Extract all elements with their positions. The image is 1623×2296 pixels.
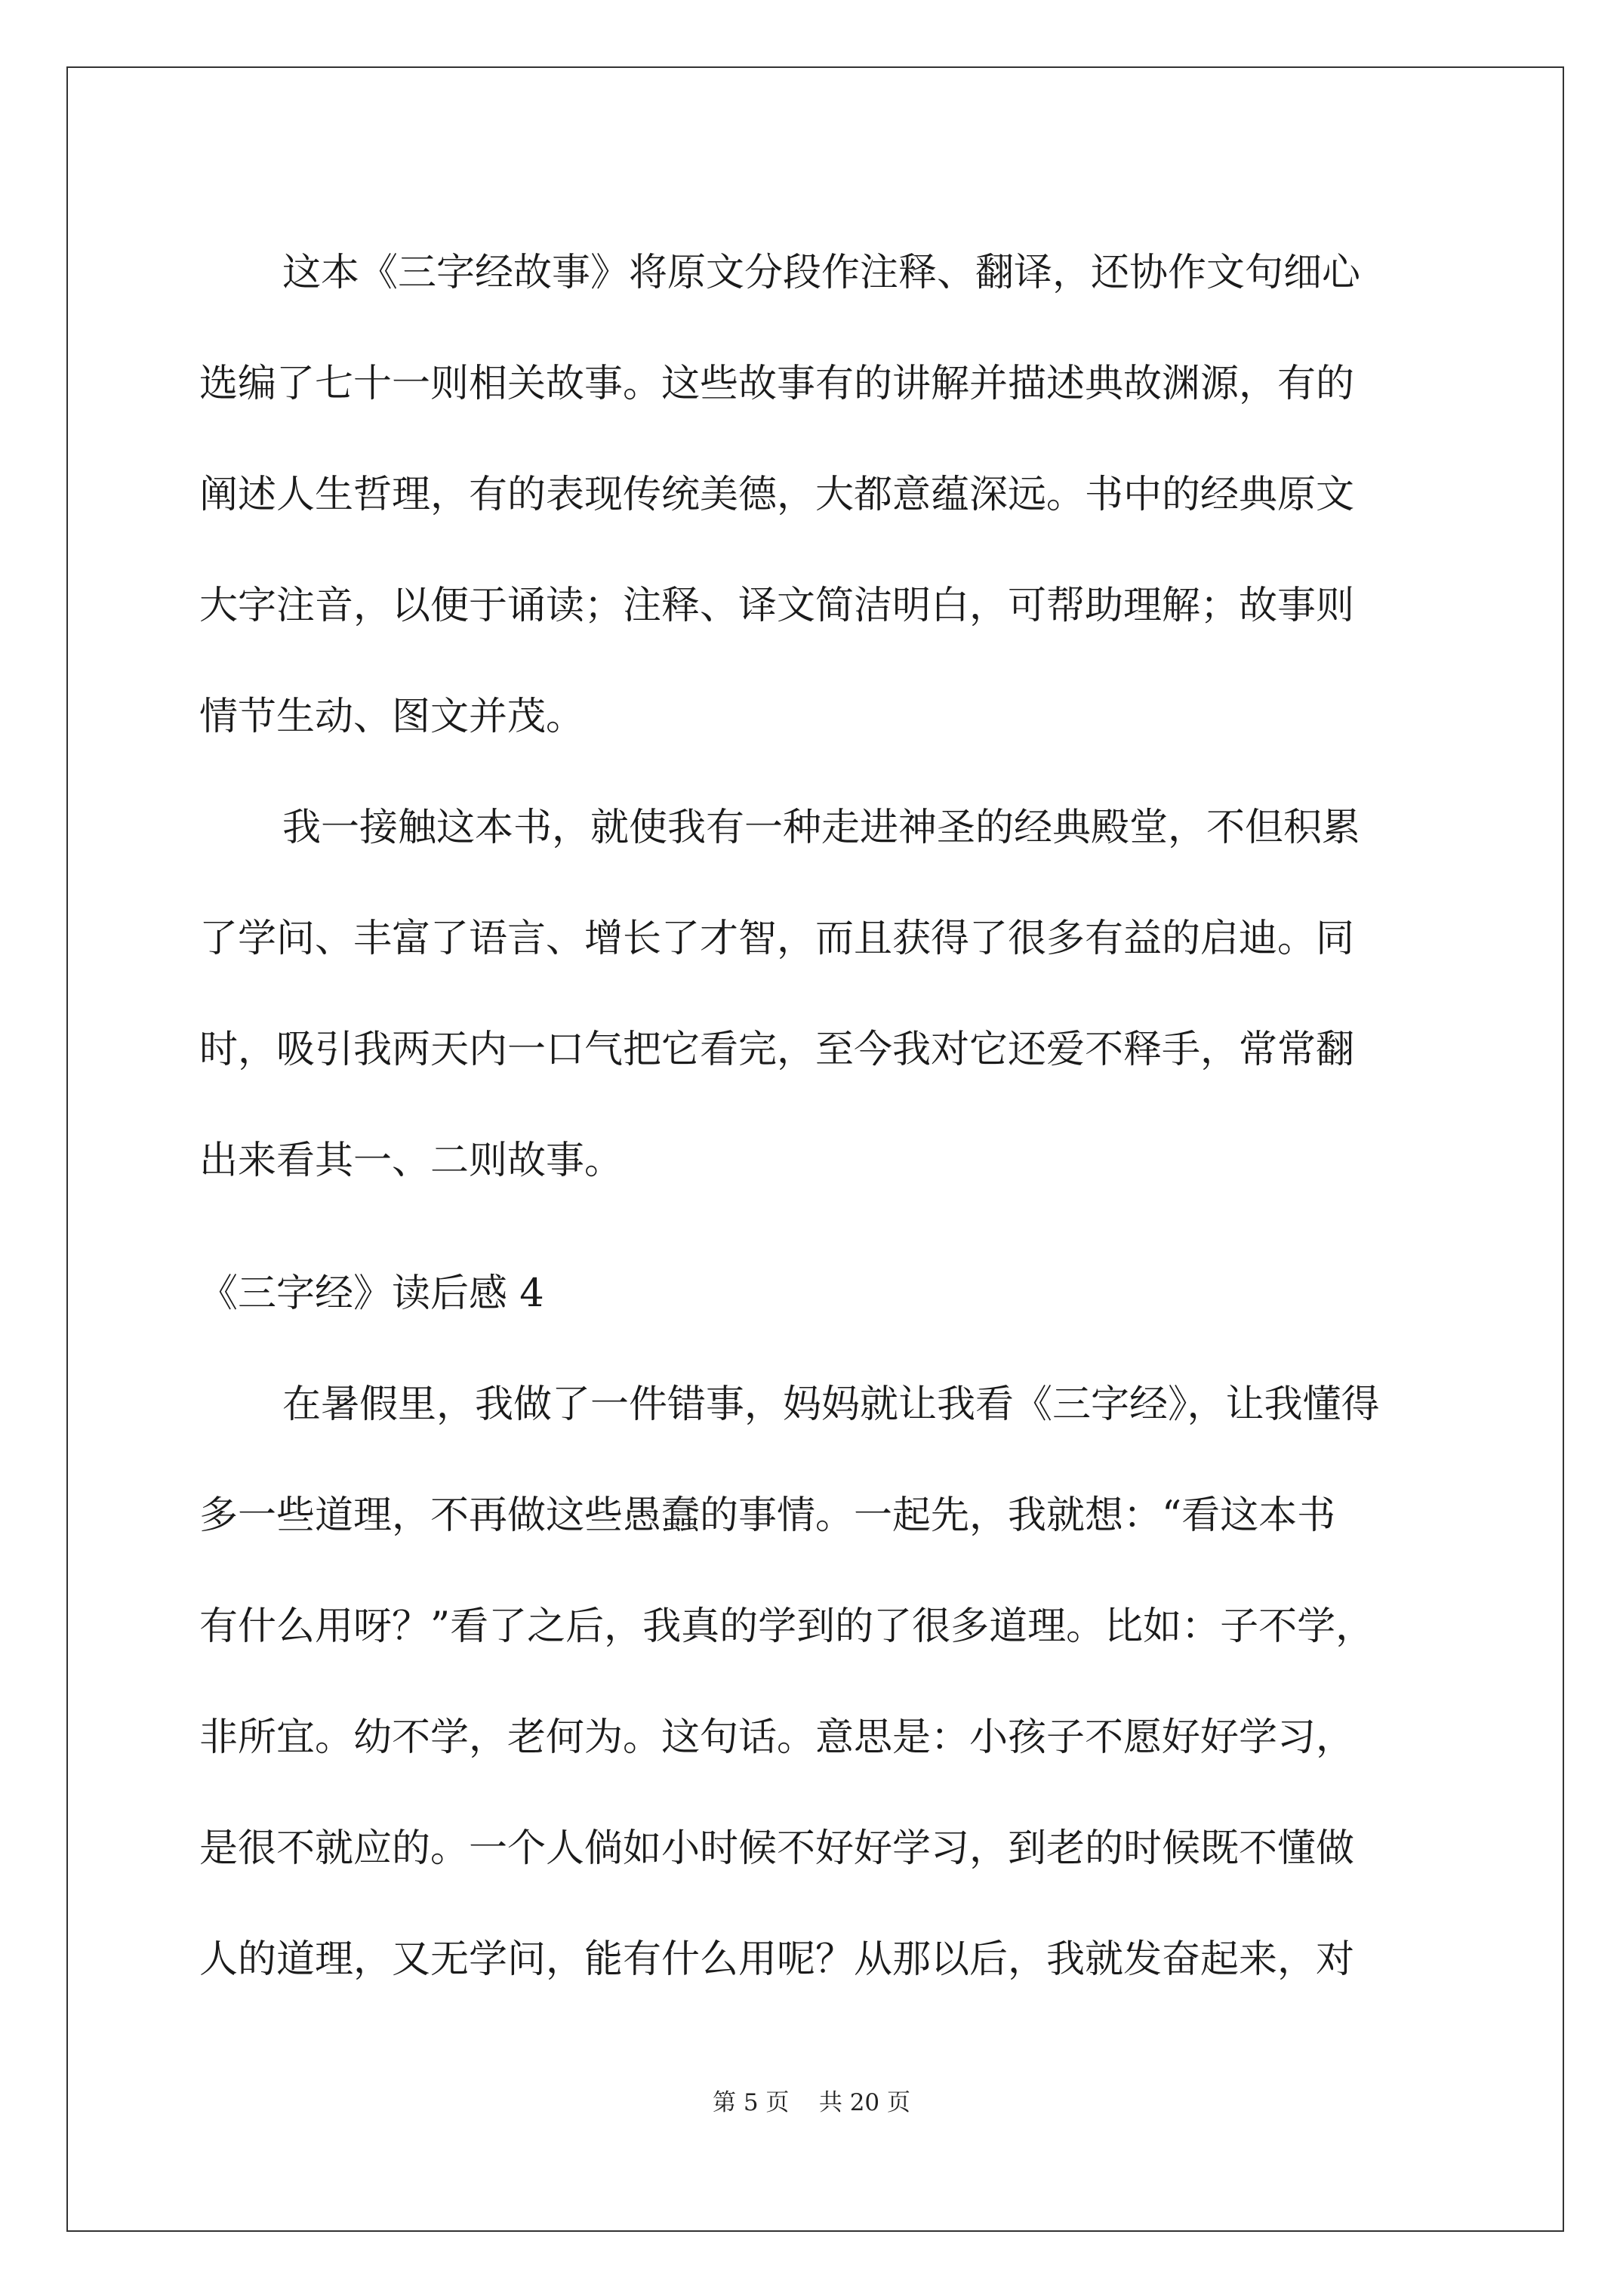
paragraph-line: 大字注音，以便于诵读；注释、译文简洁明白，可帮助理解；故事则	[199, 584, 1355, 628]
paragraph-line: 在暑假里，我做了一件错事，妈妈就让我看《三字经》，让我懂得	[282, 1382, 1380, 1427]
page-footer	[0, 2088, 1623, 2118]
paragraph-line: 了学问、丰富了语言、增长了才智，而且获得了很多有益的启迪。同	[199, 917, 1355, 961]
paragraph-line: 这本《三字经故事》将原文分段作注释、翻译，还协作文句细心	[282, 251, 1361, 295]
paragraph-line: 阐述人生哲理，有的表现传统美德，大都意蕴深远。书中的经典原文	[199, 473, 1355, 517]
paragraph-3	[199, 1349, 1422, 2015]
paragraph-line: 我一接触这本书，就使我有一种走进神圣的经典殿堂，不但积累	[282, 806, 1361, 850]
paragraph-line: 选编了七十一则相关故事。这些故事有的讲解并描述典故渊源，有的	[199, 362, 1355, 406]
paragraph-line: 时，吸引我两天内一口气把它看完，至今我对它还爱不释手，常常翻	[199, 1028, 1355, 1072]
paragraph-line: 出来看其一、二则故事。	[199, 1139, 624, 1183]
paragraph-1	[199, 217, 1422, 772]
paragraph-2	[199, 772, 1422, 1216]
page-number: 第 5 页	[712, 2089, 790, 2116]
paragraph-line: 有什么用呀？”看了之后，我真的学到的了很多道理。比如：子不学，	[199, 1604, 1375, 1649]
section-title: 《三字经》读后感 4	[199, 1271, 544, 1316]
footer-gap	[789, 2089, 818, 2116]
paragraph-line: 多一些道理，不再做这些愚蠢的事情。一起先，我就想：“看这本书	[199, 1493, 1336, 1538]
paragraph-line: 人的道理，又无学问，能有什么用呢？从那以后，我就发奋起来，对	[199, 1937, 1355, 1982]
paragraph-line: 情节生动、图文并茂。	[199, 695, 585, 739]
section-spacer	[199, 1216, 1422, 1238]
page-total: 共 20 页	[818, 2089, 910, 2116]
document-body	[199, 217, 1422, 2015]
paragraph-line: 非所宜。幼不学，老何为。这句话。意思是：小孩子不愿好好学习，	[199, 1715, 1355, 1760]
paragraph-line: 是很不就应的。一个人倘如小时候不好好学习，到老的时候既不懂做	[199, 1826, 1355, 1871]
